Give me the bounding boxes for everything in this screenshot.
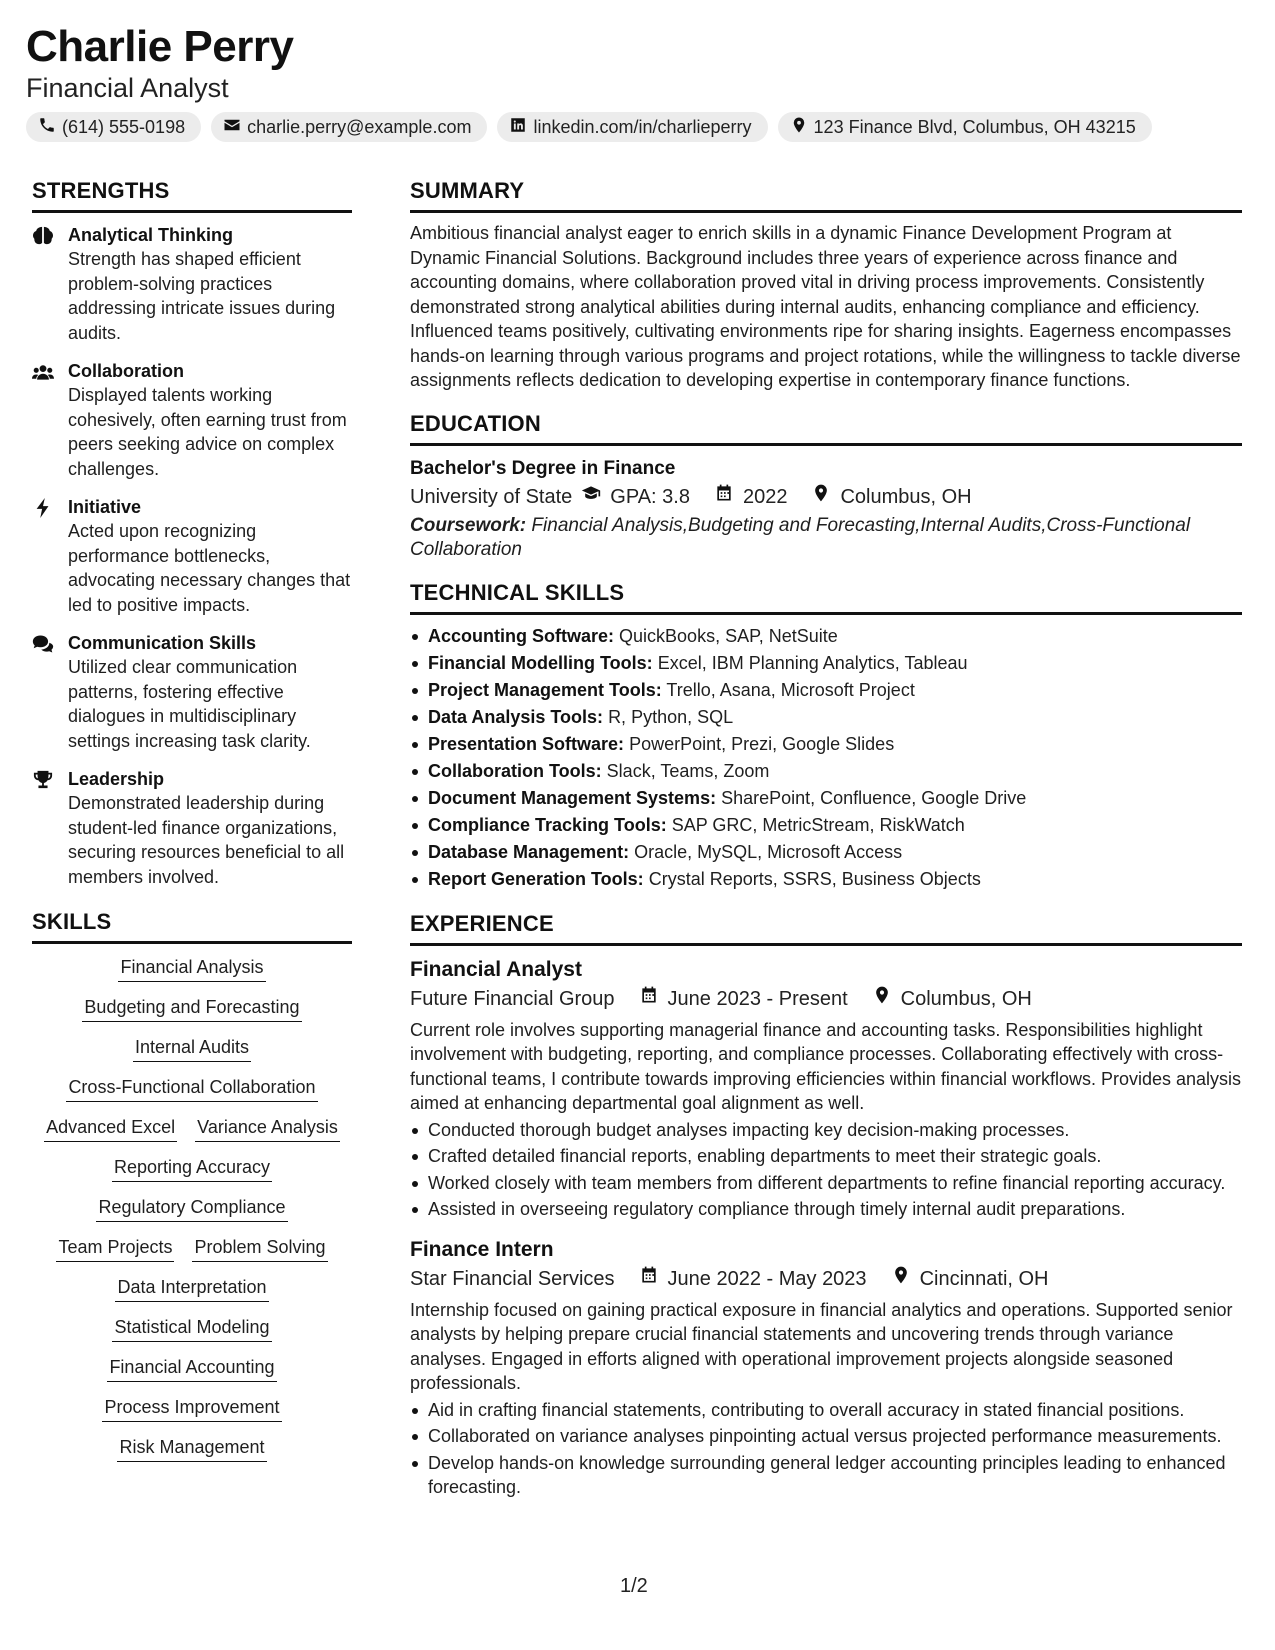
contact-address xyxy=(778,112,1152,142)
technical-skills-list xyxy=(410,623,1242,893)
list-item xyxy=(410,623,1242,650)
experience-section xyxy=(410,911,1242,1500)
graduation-cap-icon xyxy=(581,482,601,512)
gpa: GPA: 3.8 xyxy=(610,485,690,508)
list-item xyxy=(410,677,1242,704)
list-item: Worked closely with team members from different departments to refine financial reporting accuracy. xyxy=(410,1171,1242,1196)
summary-section xyxy=(410,178,1242,393)
job-title: Finance Intern xyxy=(410,1237,554,1261)
calendar-icon xyxy=(639,1264,659,1294)
strength-title: Leadership xyxy=(68,769,165,789)
location-pin-icon xyxy=(790,116,808,139)
list-item: Collaborated on variance analyses pinpointing actual versus projected performance measurements. xyxy=(410,1424,1242,1449)
location-pin-icon xyxy=(891,1264,911,1294)
strength-desc: Displayed talents working cohesively, often earning trust from peers seeking advice on complex challenges. xyxy=(68,385,347,479)
tech-skill-value: PowerPoint, Prezi, Google Slides xyxy=(629,733,895,754)
tech-skill-value: SAP GRC, MetricStream, RiskWatch xyxy=(671,814,965,835)
education-meta xyxy=(410,482,1242,512)
contact-phone[interactable] xyxy=(26,112,201,142)
skill-tag: Regulatory Compliance xyxy=(96,1196,287,1222)
skill-tag: Financial Analysis xyxy=(118,956,265,982)
graduation-year: 2022 xyxy=(742,485,788,508)
school-name: University of State xyxy=(410,485,573,508)
tech-skill-value: Excel, IBM Planning Analytics, Tableau xyxy=(657,652,968,673)
strength-title: Analytical Thinking xyxy=(68,225,234,245)
skill-tag: Advanced Excel xyxy=(44,1116,177,1142)
strength-desc: Strength has shaped efficient problem-solving practices addressing intricate issues during audits. xyxy=(68,249,336,343)
strength-title: Communication Skills xyxy=(68,633,257,653)
tech-skill-label: Accounting Software: xyxy=(428,625,615,646)
strength-desc: Demonstrated leadership during student-led finance organizations, securing resources beneficial to all members involved. xyxy=(68,793,345,887)
candidate-name: Charlie Perry xyxy=(26,22,294,71)
skill-tag: Financial Accounting xyxy=(107,1356,276,1382)
strengths-heading: STRENGTHS xyxy=(32,178,352,213)
strength-item xyxy=(32,359,352,481)
skill-tag: Problem Solving xyxy=(192,1236,327,1262)
skills-section xyxy=(32,909,352,1462)
list-item xyxy=(410,839,1242,866)
job-entry xyxy=(410,956,1242,1222)
page-number: 1/2 xyxy=(620,1575,648,1597)
tech-skill-value: Slack, Teams, Zoom xyxy=(606,760,770,781)
tech-skill-value: QuickBooks, SAP, NetSuite xyxy=(619,625,838,646)
phone-icon xyxy=(38,116,56,139)
strength-item xyxy=(32,223,352,345)
strength-desc: Acted upon recognizing performance bottlenecks, advocating necessary changes that led to positive impacts. xyxy=(68,521,351,615)
calendar-icon xyxy=(639,984,659,1014)
list-item xyxy=(410,650,1242,677)
job-description: Internship focused on gaining practical exposure in financial analytics and operations. Supported senior analysts by helping prepare crucial financial statements and uncovering trends through variance analyses. Engaged in efforts aligned with operational improvement projects alongside seasoned professionals. xyxy=(410,1299,1233,1393)
tech-skill-value: Trello, Asana, Microsoft Project xyxy=(666,679,915,700)
skill-tag: Variance Analysis xyxy=(195,1116,340,1142)
skill-tag: Risk Management xyxy=(117,1436,266,1462)
list-item: Crafted detailed financial reports, enabling departments to meet their strategic goals. xyxy=(410,1144,1242,1169)
list-item: Assisted in overseeing regulatory compliance through timely internal audit preparations. xyxy=(410,1197,1242,1222)
technical-skills-heading: TECHNICAL SKILLS xyxy=(410,580,1242,615)
envelope-icon xyxy=(223,116,241,139)
skill-tag: Data Interpretation xyxy=(115,1276,268,1302)
contact-address-text: 123 Finance Blvd, Columbus, OH 43215 xyxy=(813,116,1136,137)
job-location: Columbus, OH xyxy=(900,987,1032,1010)
job-dates: June 2023 - Present xyxy=(667,987,848,1010)
strength-item xyxy=(32,495,352,617)
list-item: Aid in crafting financial statements, contributing to overall accuracy in stated financial positions. xyxy=(410,1398,1242,1423)
experience-heading: EXPERIENCE xyxy=(410,911,1242,946)
coursework-label: Coursework: xyxy=(410,514,527,536)
skill-tag: Team Projects xyxy=(56,1236,174,1262)
contact-linkedin-text: linkedin.com/in/charlieperry xyxy=(533,116,752,137)
summary-heading: SUMMARY xyxy=(410,178,1242,213)
strength-item xyxy=(32,767,352,889)
tech-skill-label: Financial Modelling Tools: xyxy=(428,652,653,673)
list-item: Develop hands-on knowledge surrounding general ledger accounting principles leading to enhanced forecasting. xyxy=(410,1451,1242,1500)
tech-skill-value: R, Python, SQL xyxy=(608,706,734,727)
tech-skill-label: Collaboration Tools: xyxy=(428,760,602,781)
education-section xyxy=(410,411,1242,562)
degree-title: Bachelor's Degree in Finance xyxy=(410,457,676,479)
candidate-title: Financial Analyst xyxy=(26,73,229,103)
calendar-icon xyxy=(714,482,734,512)
list-item xyxy=(410,785,1242,812)
list-item xyxy=(410,704,1242,731)
list-item xyxy=(410,812,1242,839)
list-item xyxy=(410,758,1242,785)
skill-tag: Internal Audits xyxy=(133,1036,251,1062)
technical-skills-section xyxy=(410,580,1242,893)
coursework xyxy=(410,514,1242,562)
trophy-icon xyxy=(32,767,56,889)
list-item xyxy=(410,731,1242,758)
list-item: Conducted thorough budget analyses impacting key decision-making processes. xyxy=(410,1118,1242,1143)
tech-skill-label: Document Management Systems: xyxy=(428,787,717,808)
strength-desc: Utilized clear communication patterns, fostering effective dialogues in multidisciplinary settings increasing task clarity. xyxy=(68,657,311,751)
job-description: Current role involves supporting managerial finance and accounting tasks. Responsibilities highlight involvement with budgeting, reporting, and compliance processes. Collaborating effectively with cross-functional teams, I contribute towards improving efficiencies within financial workflows. Provides analysis aimed at enhancing departmental goal alignment as well. xyxy=(410,1019,1242,1113)
skill-tag: Cross-Functional Collaboration xyxy=(66,1076,317,1102)
tech-skill-label: Database Management: xyxy=(428,841,630,862)
location-pin-icon xyxy=(811,482,831,512)
tech-skill-label: Report Generation Tools: xyxy=(428,868,644,889)
coursework-list: Financial Analysis,Budgeting and Forecasting,Internal Audits,Cross-Functional Collaboration xyxy=(410,514,1191,560)
job-bullets xyxy=(410,1398,1242,1500)
contact-bar xyxy=(26,112,1256,142)
location-pin-icon xyxy=(872,984,892,1014)
skill-tag: Reporting Accuracy xyxy=(112,1156,272,1182)
linkedin-icon xyxy=(509,116,527,139)
job-meta xyxy=(410,1264,1242,1294)
right-column xyxy=(410,178,1242,1500)
job-bullets xyxy=(410,1118,1242,1222)
company-name: Future Financial Group xyxy=(410,987,615,1010)
tech-skill-value: SharePoint, Confluence, Google Drive xyxy=(721,787,1027,808)
tech-skill-label: Presentation Software: xyxy=(428,733,625,754)
school-location: Columbus, OH xyxy=(840,485,972,508)
contact-linkedin[interactable] xyxy=(497,112,767,142)
strength-title: Collaboration xyxy=(68,361,184,381)
strength-item xyxy=(32,631,352,753)
resume-header xyxy=(26,20,1256,142)
job-meta xyxy=(410,984,1242,1014)
job-entry xyxy=(410,1236,1242,1500)
contact-phone-text: (614) 555-0198 xyxy=(62,116,186,137)
skills-list xyxy=(32,956,352,1462)
tech-skill-label: Compliance Tracking Tools: xyxy=(428,814,667,835)
contact-email-text: charlie.perry@example.com xyxy=(247,116,472,137)
skill-tag: Budgeting and Forecasting xyxy=(82,996,301,1022)
skills-heading: SKILLS xyxy=(32,909,352,944)
users-icon xyxy=(32,359,56,481)
job-dates: June 2022 - May 2023 xyxy=(667,1267,867,1290)
bolt-icon xyxy=(32,495,56,617)
job-title: Financial Analyst xyxy=(410,957,582,981)
job-location: Cincinnati, OH xyxy=(919,1267,1049,1290)
skill-tag: Statistical Modeling xyxy=(112,1316,271,1342)
list-item xyxy=(410,866,1242,893)
tech-skill-value: Oracle, MySQL, Microsoft Access xyxy=(634,841,903,862)
tech-skill-label: Project Management Tools: xyxy=(428,679,662,700)
strength-title: Initiative xyxy=(68,497,142,517)
skill-tag: Process Improvement xyxy=(102,1396,281,1422)
education-heading: EDUCATION xyxy=(410,411,1242,446)
company-name: Star Financial Services xyxy=(410,1267,615,1290)
tech-skill-value: Crystal Reports, SSRS, Business Objects xyxy=(648,868,981,889)
tech-skill-label: Data Analysis Tools: xyxy=(428,706,604,727)
brain-icon xyxy=(32,223,56,345)
contact-email[interactable] xyxy=(211,112,487,142)
comments-icon xyxy=(32,631,56,753)
summary-text: Ambitious financial analyst eager to enrich skills in a dynamic Finance Development Program at Dynamic Financial Solutions. Background includes three years of experience across finance and accounting domains, where collaboration proved vital in driving process improvements. Consistently demonstrated strong analytical abilities during internal audits, enhancing compliance and efficiency. Influenced teams positively, cultivating environments ripe for sharing insights. Eagerness encompasses hands-on learning through various programs and project rotations, while the willingness to tackle diverse assignments reflects dedication to developing expertise in contemporary finance functions. xyxy=(410,223,1241,390)
left-column xyxy=(32,178,352,1462)
strengths-list xyxy=(32,223,352,889)
